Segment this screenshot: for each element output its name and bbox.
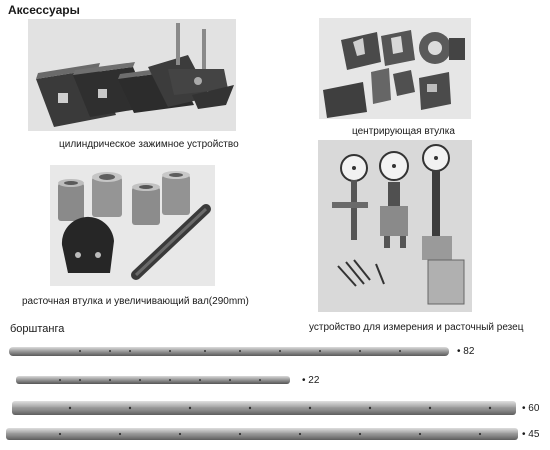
centering-sleeve-photo	[319, 18, 471, 119]
boring-bar-45-image	[0, 424, 550, 446]
boring-bar-45-size: • 45	[522, 429, 540, 440]
boring-bar-section-label: борштанга	[10, 323, 65, 335]
boring-bar-22	[0, 370, 550, 392]
clamping-device-photo	[28, 19, 236, 131]
measuring-device-photo	[318, 140, 472, 312]
panel-caption-centering-sleeve: центрирующая втулка	[352, 126, 455, 137]
boring-bar-22-size: • 22	[302, 375, 320, 386]
boring-bar-82	[0, 341, 550, 363]
boring-bar-60-image	[0, 398, 550, 420]
panel-caption-measuring-device: устройство для измерения и расточный резец	[309, 322, 524, 333]
page-title: Аксессуары	[8, 3, 80, 17]
boring-bar-60-size: • 60	[522, 403, 540, 414]
boring-bar-60	[0, 398, 550, 420]
boring-sleeve-photo	[50, 165, 215, 286]
boring-bar-82-size: • 82	[457, 346, 475, 357]
panel-caption-boring-sleeve: расточная втулка и увеличивающий вал(290mm)	[22, 296, 249, 307]
boring-bar-22-image	[0, 370, 550, 392]
boring-bar-45	[0, 424, 550, 446]
panel-caption-clamping-device: цилиндрическое зажимное устройство	[59, 139, 239, 150]
